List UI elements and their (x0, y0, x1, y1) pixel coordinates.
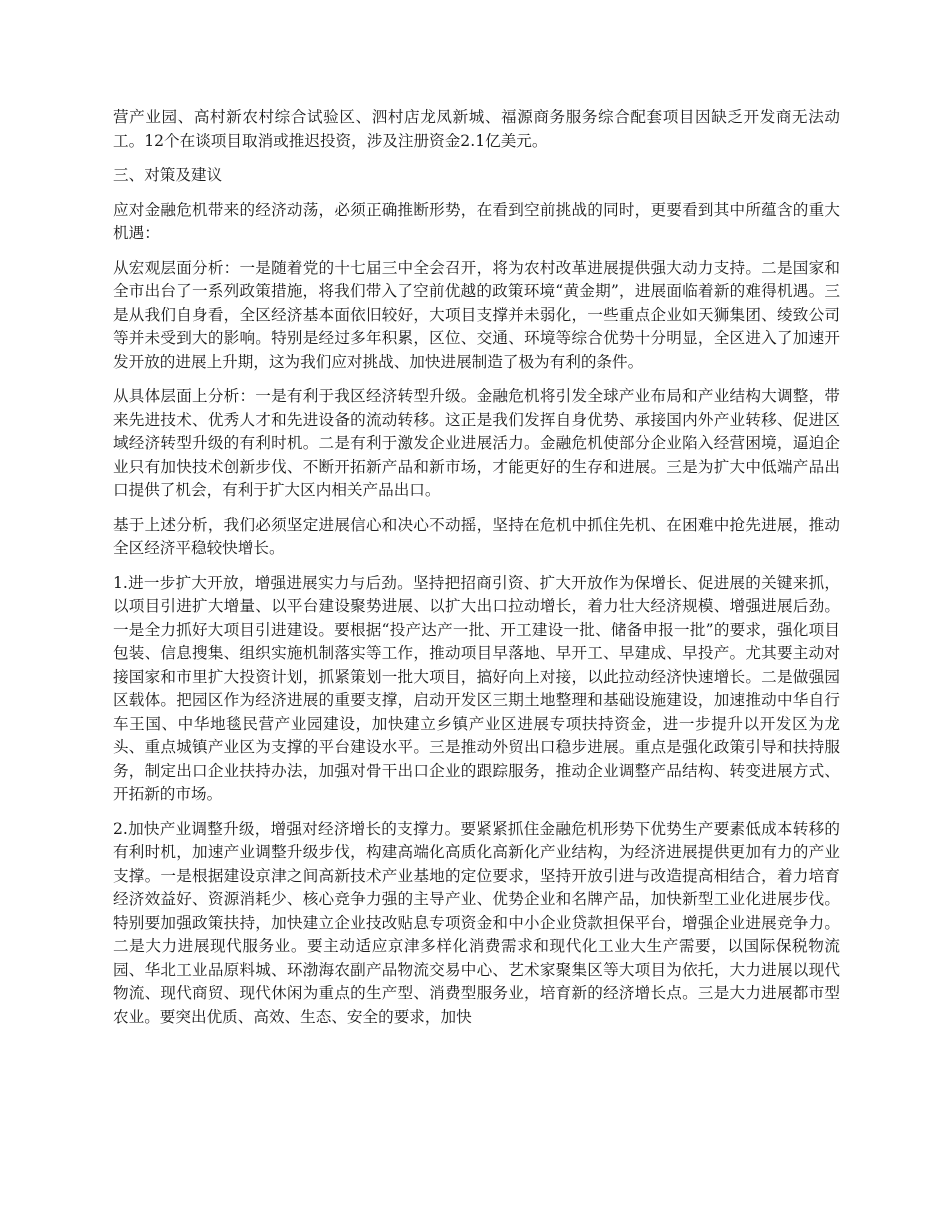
section-heading: 三、对策及建议 (113, 166, 223, 184)
paragraph-specific-analysis: 从具体层面上分析：一是有利于我区经济转型升级。金融危机将引发全球产业布局和产业结构大调整，带来先进技术、优秀人才和先进设备的流动转移。这正是我们发挥自身优势、承接国内外产业转移、促进区域经济转型升级的有利时机。二是有利于激发企业进展活力。金融危机使部分企业陷入经营困境，逼迫企业只有加快技术创新步伐、不断开拓新产品和新市场，才能更好的生存和进展。三是为扩大中低端产品出口提供了机会，有利于扩大区内相关产品出口。 (113, 387, 840, 499)
document-page (113, 106, 840, 1040)
paragraph-overview: 应对金融危机带来的经济动荡，必须正确推断形势，在看到空前挑战的同时，更要看到其中所蕴含的重大机遇： (113, 200, 840, 242)
paragraph-intro-continued: 营产业园、高村新农村综合试验区、泗村店龙凤新城、福源商务服务综合配套项目因缺乏开发商无法动工。12个在谈项目取消或推迟投资，涉及注册资金2.1亿美元。 (113, 108, 840, 150)
paragraph-measure-2: 2.加快产业调整升级，增强对经济增长的支撑力。要紧紧抓住金融危机形势下优势生产要素低成本转移的有利时机，加速产业调整升级步伐，构建高端化高质化高新化产业结构，为经济进展提供更加有力的产业支撑。一是根据建设京津之间高新技术产业基地的定位要求，坚持开放引进与改造提高相结合，着力培育经济效益好、资源消耗少、核心竞争力强的主导产业、优势企业和名牌产品，加快新型工业化进展步伐。特别要加强政策扶持，加快建立企业技改贴息专项资金和中小企业贷款担保平台，增强企业进展竞争力。二是大力进展现代服务业。要主动适应京津多样化消费需求和现代化工业大生产需要，以国际保税物流园、华北工业品原料城、环渤海农副产品物流交易中心、艺术家聚集区等大项目为依托，大力进展以现代物流、现代商贸、现代休闲为重点的生产型、消费型服务业，培育新的经济增长点。三是大力进展都市型农业。要突出优质、高效、生态、安全的要求，加快 (113, 819, 840, 1026)
paragraph-measure-1: 1.进一步扩大开放，增强进展实力与后劲。坚持把招商引资、扩大开放作为保增长、促进展的关键来抓，以项目引进扩大增量、以平台建设聚势进展、以扩大出口拉动增长，着力壮大经济规模、增强进展后劲。一是全力抓好大项目引进建设。要根据“投产达产一批、开工建设一批、储备申报一批”的要求，强化项目包装、信息搜集、组织实施机制落实等工作，推动项目早落地、早开工、早建成、早投产。尤其要主动对接国家和市里扩大投资计划，抓紧策划一批大项目，搞好向上对接，以此拉动经济快速增长。二是做强园区载体。把园区作为经济进展的重要支撑，启动开发区三期土地整理和基础设施建设，加速推动中华自行车王国、中华地毯民营产业园建设，加快建立乡镇产业区进展专项扶持资金，进一步提升以开发区为龙头、重点城镇产业区为支撑的平台建设水平。三是推动外贸出口稳步进展。重点是强化政策引导和扶持服务，制定出口企业扶持办法，加强对骨干出口企业的跟踪服务，推动企业调整产品结构、转变进展方式、开拓新的市场。 (113, 573, 840, 803)
paragraph-conclusion: 基于上述分析，我们必须坚定进展信心和决心不动摇，坚持在危机中抓住先机、在困难中抢先进展，推动全区经济平稳较快增长。 (113, 515, 840, 557)
paragraph-macro-analysis: 从宏观层面分析：一是随着党的十七届三中全会召开，将为农村改革进展提供强大动力支持。二是国家和全市出台了一系列政策措施，将我们带入了空前优越的政策环境“黄金期”，进展面临着新的难得机遇。三是从我们自身看，全区经济基本面依旧较好，大项目支撑并未弱化，一些重点企业如天狮集团、绫致公司等并未受到大的影响。特别是经过多年积累，区位、交通、环境等综合优势十分明显，全区进入了加速开发开放的进展上升期，这为我们应对挑战、加快进展制造了极为有利的条件。 (113, 258, 840, 371)
